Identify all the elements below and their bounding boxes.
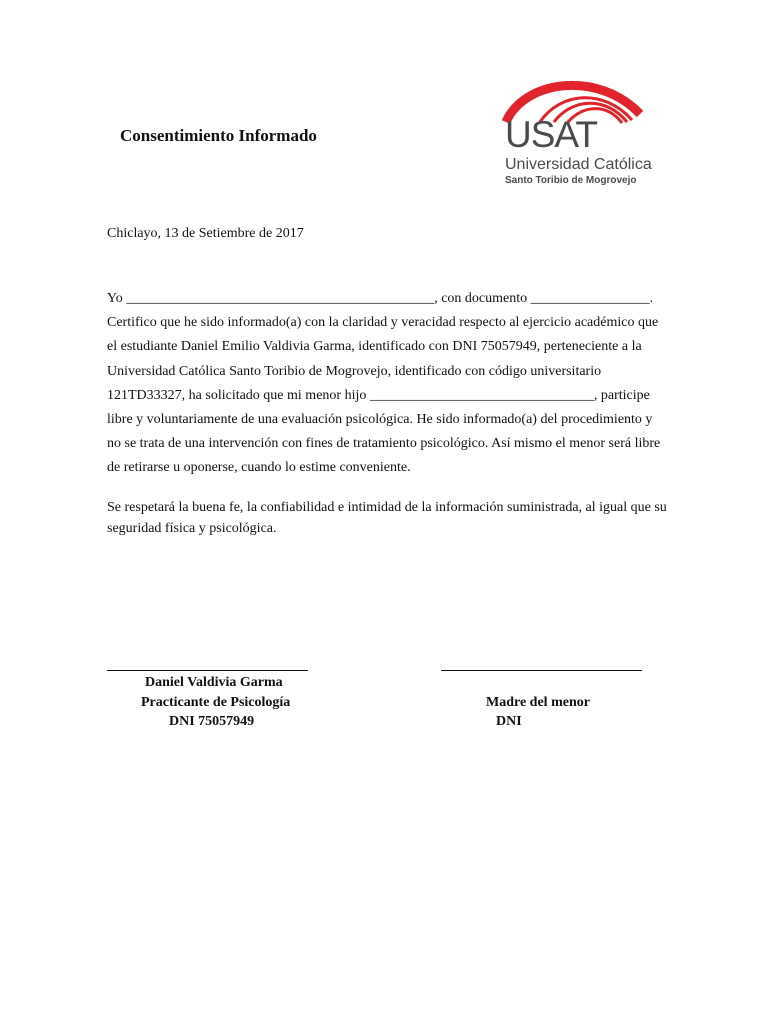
logo-university-subname: Santo Toribio de Mogrovejo	[505, 175, 637, 186]
paragraph-line: Se respetará la buena fe, la confiabilidad e intimidad de la información suministrada, al igual que su	[107, 500, 667, 515]
signature-line-left	[107, 670, 308, 671]
paragraph-line: Certifico que he sido informado(a) con la claridad y veracidad respecto al ejercicio académico que	[107, 315, 659, 331]
paragraph-line: el estudiante Daniel Emilio Valdivia Garma, identificado con DNI 75057949, perteneciente a la	[107, 339, 642, 355]
date-line: Chiclayo, 13 de Setiembre de 2017	[107, 226, 304, 241]
signer-role: Practicante de Psicología	[141, 695, 291, 710]
consent-paragraph	[107, 287, 667, 481]
signature-line-right	[441, 670, 642, 671]
paragraph-line: libre y voluntariamente de una evaluación psicológica. He sido informado(a) del procedimiento y	[107, 412, 653, 428]
logo-university-name: Universidad Católica	[505, 156, 652, 173]
usat-logo	[500, 74, 650, 192]
guardian-role: Madre del menor	[486, 695, 590, 710]
document-title: Consentimiento Informado	[120, 126, 317, 145]
paragraph-line: Universidad Católica Santo Toribio de Mogrovejo, identificado con código universitario	[107, 363, 602, 379]
paragraph-line: 121TD33327, ha solicitado que mi menor hijo ________________________________, participe	[107, 387, 650, 403]
signer-name: Daniel Valdivia Garma	[145, 675, 283, 690]
guardian-dni: DNI	[496, 714, 522, 729]
paragraph-line: seguridad física y psicológica.	[107, 521, 277, 536]
paragraph-line: de retirarse u oponerse, cuando lo estime conveniente.	[107, 460, 411, 476]
paragraph-line: no se trata de una intervención con fines de tratamiento psicológico. Así mismo el menor será libre	[107, 436, 661, 452]
confidentiality-paragraph	[107, 497, 667, 539]
signer-dni: DNI 75057949	[169, 714, 255, 729]
paragraph-line: Yo ____________________________________________, con documento _________________.	[107, 291, 654, 306]
logo-acronym: USAT	[505, 114, 597, 155]
